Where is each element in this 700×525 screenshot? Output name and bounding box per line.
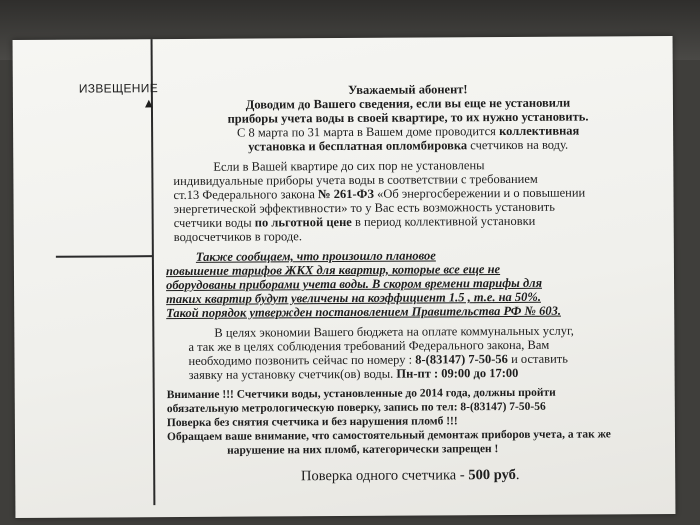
stub-label: ИЗВЕЩЕНИЕ (78, 81, 159, 96)
triangle-up-icon: ▲ (144, 98, 153, 110)
header-block (173, 81, 643, 154)
notice-body (165, 81, 645, 485)
warning-block: Внимание !!! Счетчики воды, установленные до 2014 года, должны пройти обязательную метрологическую поверку, запись по тел: 8-(83147) 7-50-56 Поверка без снятия счетчика и без нарушения пломб !!! Обращаем ваше внимание, что самостоятельный демонтаж приборов учета, а так же нарушение на них пломб, категорически запрещен ! (166, 386, 611, 457)
header-line-4: установка и бесплатная опломбировка счетчиков на воду. (248, 137, 569, 154)
tear-off-horizontal-line (56, 255, 153, 257)
price-line: Поверка одного счетчика - 500 руб. (300, 466, 520, 485)
header-line-2: приборы учета воды в своей квартире, то их нужно установить. (227, 109, 589, 126)
price-amount: 500 руб (468, 466, 516, 484)
header-line-1: Доводим до Вашего сведения, если вы еще не установили (245, 95, 571, 112)
notice-sheet (13, 36, 676, 518)
greeting: Уважаемый абонент! (348, 82, 468, 97)
header-line-3: С 8 марта по 31 марта в Вашем доме проводится коллективная (236, 123, 580, 140)
paragraph-requirements: Если в Вашей квартире до сих пор не установлены индивидуальные приборы учета воды в соответствии с требованием ст.13 Федерального закона № 261-ФЗ «Об энергосбережении и о повышении энергетической эффективности» то у Вас есть возможность установить счетчики воды по льготной цене в период коллективной установки водосчетчиков в городе. (173, 158, 586, 245)
paragraph-contact: В целях экономии Вашего бюджета на оплате коммунальных услуг, а так же в целях соблюдения требований Федерального закона, Вам необходимо позвонить сейчас по номеру : 8-(83147) 7-50-56 и оставить заявку на установку счетчик(ов) воды. Пн-пт : 09:00 до 17:00 (188, 323, 574, 382)
paragraph-tariffs: Также сообщаем, что произошло плановое повышение тарифов ЖКХ для квартир, которые все еще не оборудованы приборами учета воды. В скором времени тарифы для таких квартир будут увеличены на коэффициент 1.5 , т.е. на 50%. Такой порядок утвержден постановлением Правительства РФ № 603. (165, 248, 562, 321)
